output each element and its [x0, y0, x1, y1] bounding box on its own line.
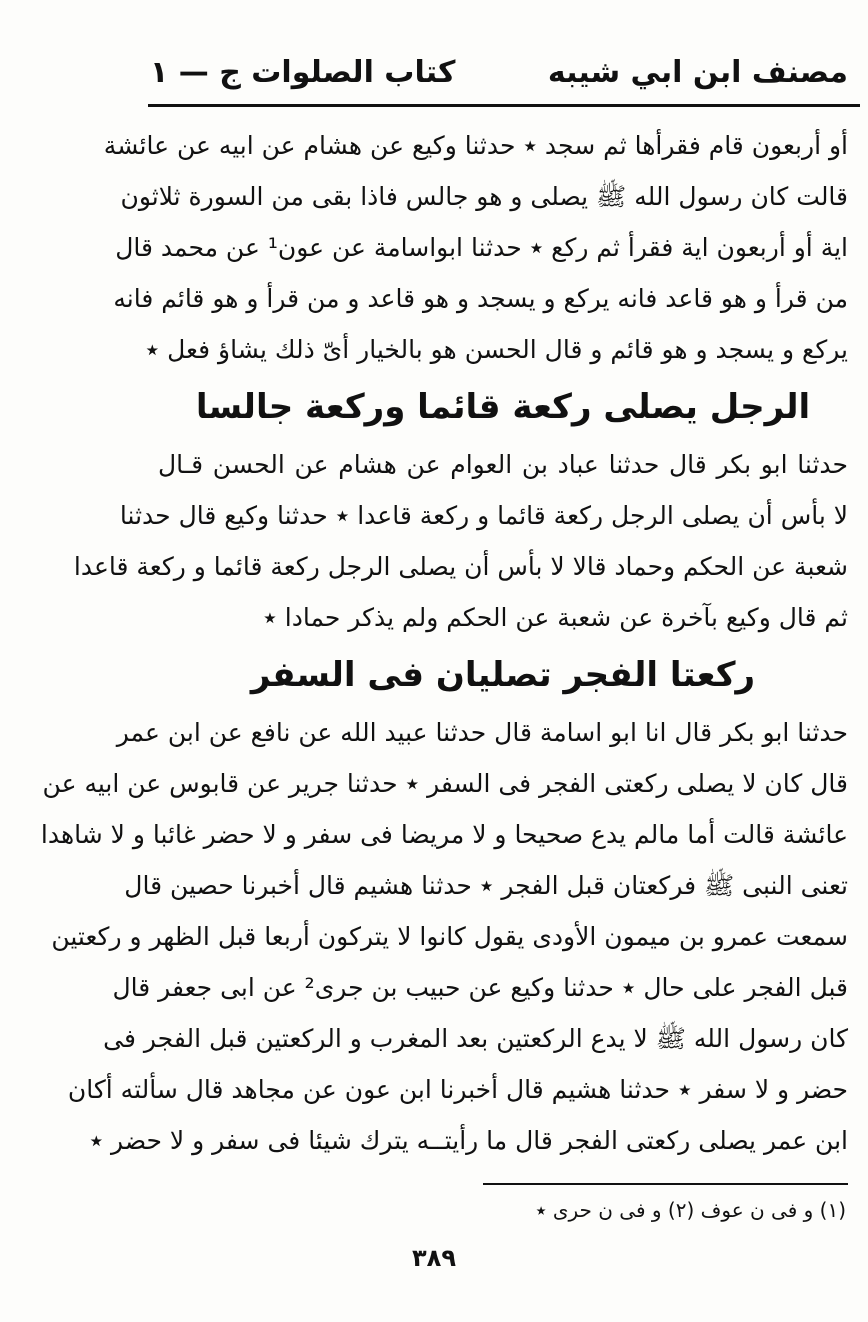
text-line: ابن عمر يصلى ركعتى الفجر قال ما رأيتــه يترك شيئا فى سفر و لا حضر ٭: [89, 1126, 848, 1155]
text-line: قال كان لا يصلى ركعتى الفجر فى السفر ٭ حدثنا جرير عن قابوس عن ابيه عن: [42, 769, 848, 798]
text-line: ثم قال وكيع بآخرة عن شعبة عن الحكم ولم يذكر حمادا ٭: [263, 603, 848, 632]
text-line: سمعت عمرو بن ميمون الأودى يقول كانوا لا يتركون أربعا قبل الظهر و ركعتين: [51, 922, 848, 951]
text-line: حدثنا ابو بكر قال انا ابو اسامة قال حدثنا عبيد الله عن نافع عن ابن عمر: [116, 718, 848, 747]
text-line: حضر و لا سفر ٭ حدثنا هشيم قال أخبرنا ابن عون عن مجاهد قال سألته أكان: [67, 1075, 848, 1104]
text-line: يركع و يسجد و هو قائم و قال الحسن هو بالخيار أىّ ذلك يشاؤ فعل ٭: [145, 335, 848, 364]
section-heading: الرجل يصلى ركعة قائما وركعة جالسا: [195, 387, 811, 427]
text-line: لا بأس أن يصلى الرجل ركعة قائما و ركعة قاعدا ٭ حدثنا وكيع قال حدثنا: [119, 501, 848, 530]
text-line: حدثنا ابو بكر قال حدثنا عباد بن العوام عن هشام عن الحسن قـال: [158, 450, 848, 479]
page-number: ٣٨٩: [412, 1244, 456, 1272]
book-title: مصنف ابن ابي شيبه: [547, 55, 848, 90]
text-line: أو أربعون قام فقرأها ثم سجد ٭ حدثنا وكيع عن هشام عن ابيه عن عائشة: [103, 131, 848, 160]
text-line: تعنى النبى ﷺ فركعتان قبل الفجر ٭ حدثنا هشيم قال أخبرنا حصين قال: [124, 871, 848, 900]
text-line: عائشة قالت أما مالم يدع صحيحا و لا مريضا فى سفر و لا حضر غائبا و لا شاهدا: [40, 820, 848, 849]
text-line: شعبة عن الحكم وحماد قالا لا بأس أن يصلى الرجل ركعة قائما و ركعة قاعدا: [73, 552, 848, 581]
footnote: (١) و فى ن عوف (٢) و فى ن حرى ٭: [535, 1198, 846, 1222]
chapter-title: كتاب الصلوات ج — ١: [150, 55, 456, 90]
text-line: قالت كان رسول الله ﷺ يصلى و هو جالس فاذا بقى من السورة ثلاثون: [120, 182, 848, 211]
header-divider: [148, 104, 860, 107]
page-header: [150, 55, 848, 103]
text-line: من قرأ و هو قاعد فانه يركع و يسجد و هو قاعد و من قرأ و هو قائم فانه: [113, 284, 848, 313]
section-heading: ركعتا الفجر تصليان فى السفر: [250, 655, 756, 695]
text-line: اية أو أربعون اية فقرأ ثم ركع ٭ حدثنا ابواسامة عن عون¹ عن محمد قال: [115, 233, 848, 262]
footnote-divider: [483, 1183, 848, 1185]
main-text: [40, 120, 848, 1166]
text-line: قبل الفجر على حال ٭ حدثنا وكيع عن حبيب بن جرى² عن ابى جعفر قال: [112, 973, 848, 1002]
text-line: كان رسول الله ﷺ لا يدع الركعتين بعد المغرب و الركعتين قبل الفجر فى: [103, 1024, 848, 1053]
